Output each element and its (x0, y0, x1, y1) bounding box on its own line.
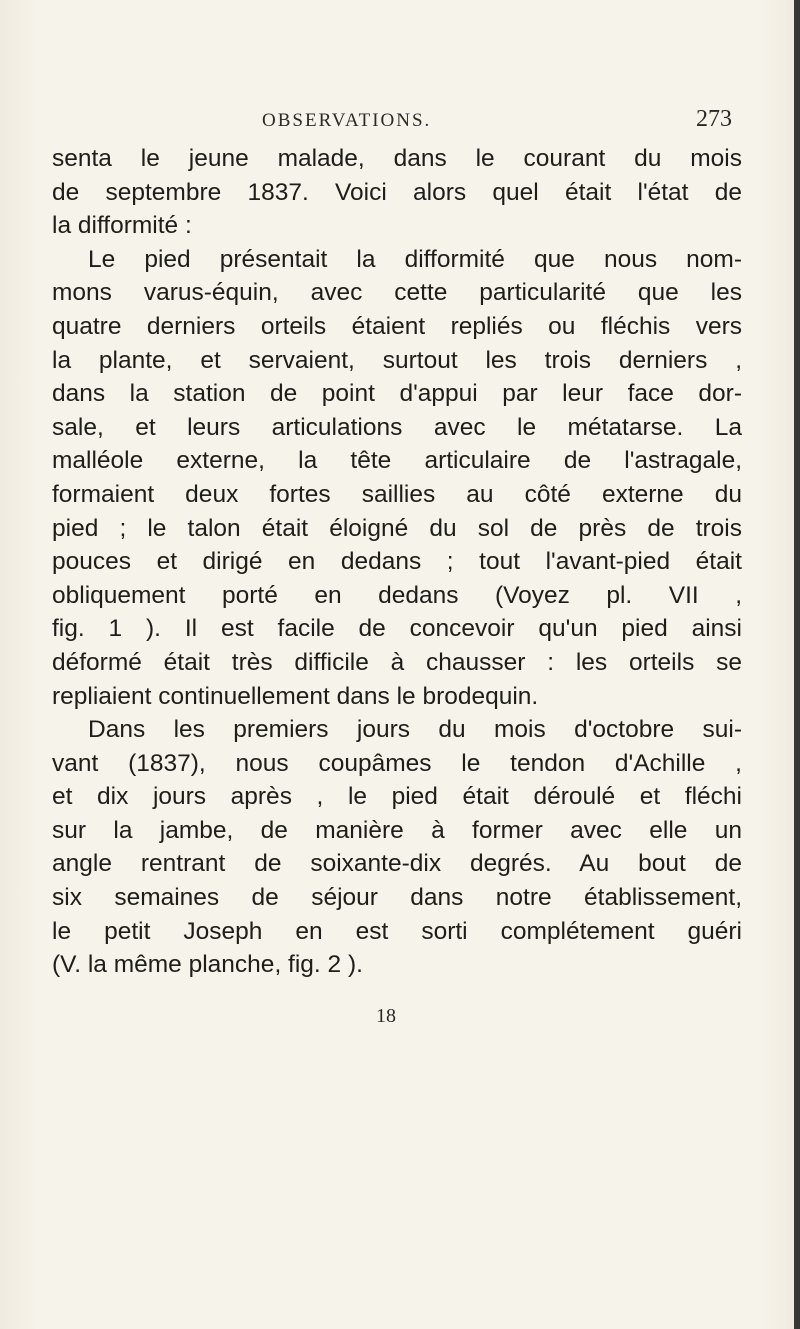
text-line: malléole externe, la tête articulaire de l'astragale, (52, 447, 742, 475)
text-line: (V. la même planche, fig. 2 ). (52, 951, 363, 979)
text-line: dans la station de point d'appui par leur face dor- (52, 380, 742, 408)
text-line: sale, et leurs articulations avec le métatarse. La (52, 413, 742, 441)
running-head: OBSERVATIONS. (262, 110, 432, 131)
text-line: Le pied présentait la difformité que nous nom- (88, 245, 742, 273)
signature-mark: 18 (376, 1005, 396, 1027)
text-line: repliaient continuellement dans le brodequin. (52, 682, 539, 710)
text-line: quatre derniers orteils étaient repliés ou fléchis vers (52, 312, 742, 340)
body-text (52, 142, 742, 982)
text-line: de septembre 1837. Voici alors quel était l'état de (52, 178, 742, 206)
text-line: angle rentrant de soixante-dix degrés. Au bout de (52, 850, 742, 878)
page-edge-shadow (794, 0, 800, 1329)
page-header (262, 106, 732, 136)
text-line: et dix jours après , le pied était déroulé et fléchi (52, 783, 742, 811)
text-line: la difformité : (52, 212, 192, 240)
text-line: vant (1837), nous coupâmes le tendon d'Achille , (52, 749, 742, 777)
text-line: mons varus-équin, avec cette particularité que les (52, 279, 742, 307)
page-number: 273 (696, 106, 732, 132)
text-line: la plante, et servaient, surtout les trois derniers , (52, 346, 742, 374)
text-line: sur la jambe, de manière à former avec elle un (52, 816, 742, 844)
text-line: fig. 1 ). Il est facile de concevoir qu'un pied ainsi (52, 615, 742, 643)
text-line: formaient deux fortes saillies au côté externe du (52, 480, 742, 508)
text-line: six semaines de séjour dans notre établissement, (52, 884, 742, 912)
text-line: le petit Joseph en est sorti complétement guéri (52, 917, 742, 945)
text-line: pouces et dirigé en dedans ; tout l'avant-pied était (52, 548, 742, 576)
text-line: obliquement porté en dedans (Voyez pl. VII , (52, 581, 742, 609)
text-line: pied ; le talon était éloigné du sol de près de trois (52, 514, 742, 542)
text-line: déformé était très difficile à chausser : les orteils se (52, 648, 742, 676)
text-line: Dans les premiers jours du mois d'octobre sui- (88, 716, 742, 744)
text-line: senta le jeune malade, dans le courant du mois (52, 145, 742, 172)
